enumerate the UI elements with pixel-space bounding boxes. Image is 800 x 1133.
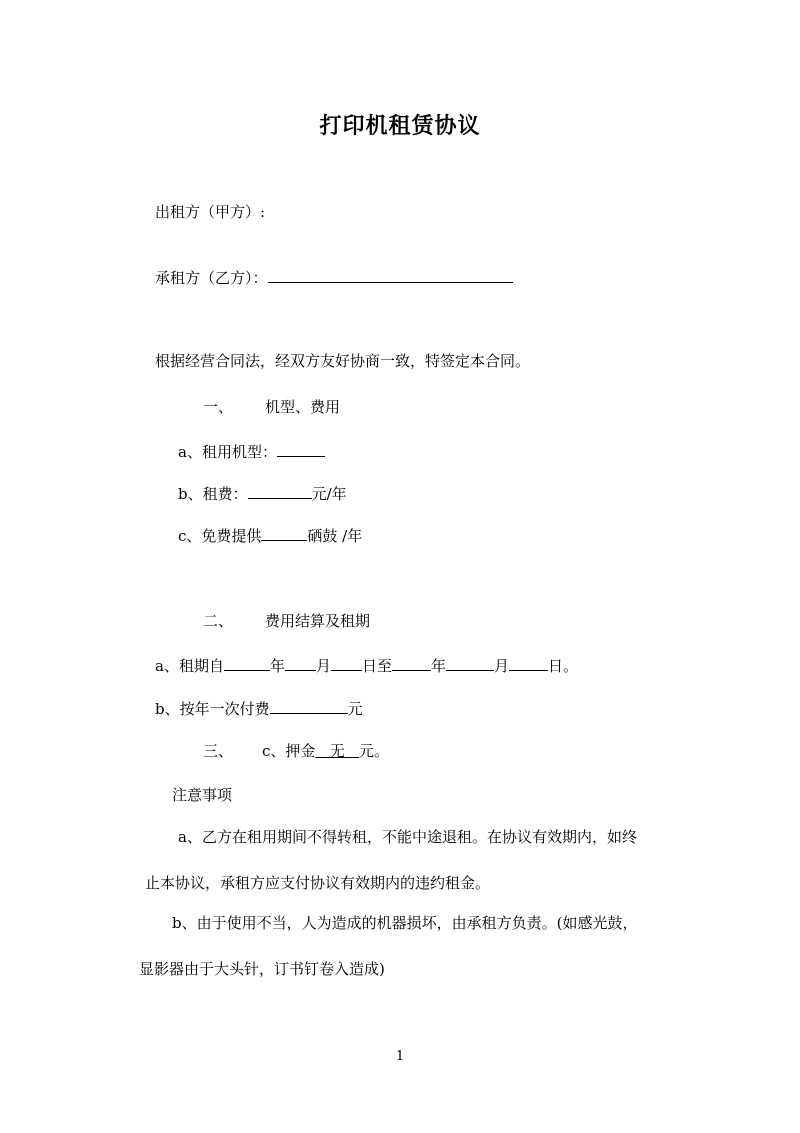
start-day-blank[interactable] <box>331 655 362 671</box>
section2-item-b <box>155 698 363 719</box>
notes-heading: 注意事项 <box>172 786 233 804</box>
annual-payment-unit: 元 <box>347 700 363 718</box>
page-title: 打印机租赁协议 <box>319 113 481 139</box>
note-b-line2: 显影器由于大头针，订书钉卷入造成) <box>139 960 385 978</box>
start-day-unit: 日至 <box>361 657 392 675</box>
note-a-line2: 止本协议，承租方应支付协议有效期内的违约租金。 <box>145 874 491 892</box>
lessor-label: 出租方（甲方）: <box>155 203 266 221</box>
section1-item-a <box>178 441 325 462</box>
page-number: 1 <box>395 1049 405 1064</box>
lessee-blank[interactable] <box>268 267 513 283</box>
deposit-label: c、押金 <box>262 742 316 760</box>
end-month-blank[interactable] <box>446 655 494 671</box>
section3-number: 三、 <box>203 742 234 760</box>
end-day-unit: 日。 <box>548 657 579 675</box>
free-supply-blank[interactable] <box>261 525 307 541</box>
end-year-unit: 年 <box>431 657 447 675</box>
start-month-unit: 月 <box>315 657 331 675</box>
intro-paragraph: 根据经营合同法，经双方友好协商一致，特签定本合同。 <box>155 352 531 370</box>
annual-payment-blank[interactable] <box>270 698 348 714</box>
rent-label: b、租费： <box>178 485 248 503</box>
end-year-blank[interactable] <box>392 655 431 671</box>
lessee-line <box>155 267 513 288</box>
end-month-unit: 月 <box>494 657 510 675</box>
section1-item-b <box>178 483 347 504</box>
note-b-line1: b、由于使用不当，人为造成的机器损坏，由承租方负责。(如感光鼓， <box>172 914 638 932</box>
section1-heading <box>203 397 341 417</box>
lessor-line <box>155 202 265 222</box>
section1-number: 一、 <box>203 398 234 416</box>
section2-title: 费用结算及租期 <box>265 612 371 630</box>
section1-title: 机型、费用 <box>265 398 341 416</box>
deposit-unit: 元。 <box>359 742 390 760</box>
model-blank[interactable] <box>277 441 325 457</box>
note-a-line1: a、乙方在租用期间不得转租，不能中途退租。在协议有效期内，如终 <box>178 828 637 846</box>
section1-item-c <box>178 525 362 546</box>
section2-number: 二、 <box>203 612 234 630</box>
rent-blank[interactable] <box>248 483 312 499</box>
section2-heading <box>203 611 371 631</box>
term-label: a、租期自 <box>155 657 224 675</box>
deposit-value: 无 <box>329 742 345 760</box>
start-month-blank[interactable] <box>285 655 316 671</box>
free-supply-label: c、免费提供 <box>178 527 262 545</box>
model-label: a、租用机型： <box>178 443 277 461</box>
section2-item-a <box>155 655 578 676</box>
rent-unit: 元/年 <box>311 485 347 503</box>
start-year-unit: 年 <box>269 657 285 675</box>
annual-payment-label: b、按年一次付费 <box>155 700 270 718</box>
start-year-blank[interactable] <box>224 655 270 671</box>
section3-line <box>203 741 390 761</box>
free-supply-unit: 硒鼓 /年 <box>307 527 363 545</box>
end-day-blank[interactable] <box>509 655 548 671</box>
deposit-group <box>262 741 389 761</box>
lessee-label: 承租方（乙方）： <box>155 269 268 287</box>
